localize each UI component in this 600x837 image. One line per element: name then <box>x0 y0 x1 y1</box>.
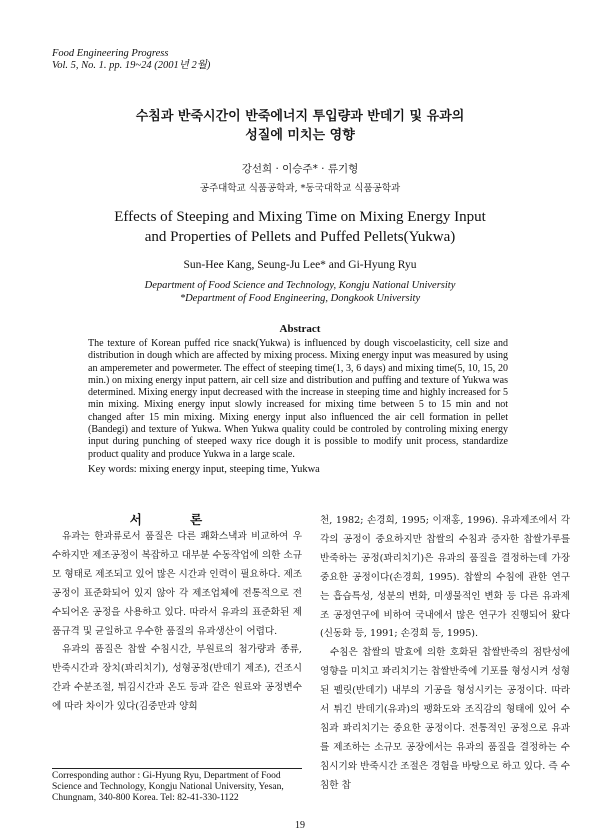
korean-authors: 강선희 · 이승주* · 류기형 <box>241 163 359 175</box>
journal-header <box>52 48 210 72</box>
korean-title <box>0 107 600 145</box>
journal-volume: Vol. 5, No. 1. pp. 19~24 (2001년 2월) <box>52 60 211 71</box>
korean-title-line2: 성질에 미치는 영향 <box>245 128 355 143</box>
abstract-heading: Abstract <box>279 323 321 335</box>
english-title <box>0 207 600 247</box>
intro-paragraph-1: 유과는 한과류로서 품질은 다른 쾌화스낵과 비교하여 우수하지만 제조공정이 복잡하고 대부분 수동작업에 의한 소규모 형태로 제조되고 있어 많은 시간과 인력이 필요하다. 제조공정이 표준화되어 있지 않아 각 제조업체에 전통적으로 전수되어온 공정을 사용하고 있다. 따라서 유과의 표준화된 제품규격 및 균일하고 우수한 품질의 유과생산이 어렵다. <box>52 531 302 637</box>
intro-paragraph-3: 천, 1982; 손경희, 1995; 이재홍, 1996). 유과제조에서 각각의 공정이 중요하지만 찹쌀의 수침과 증자한 찹쌀가루를 반죽하는 공정(꽈리치기)은 유과의 품질을 결정하는데 가장 중요한 공정이다(손경희, 1995). 찹쌀의 수침에 관한 연구는 흡습특성, 성분의 변화, 미생물적인 변화 등 다른 유과제조 공정연구에 비하여 국내에서 많은 연구가 진행되어 왔다(신동화 등, 1991; 손경희 등, 1995). <box>320 515 570 640</box>
left-column <box>52 528 302 717</box>
keywords: Key words: mixing energy input, steeping time, Yukwa <box>88 464 320 475</box>
english-affiliation <box>0 279 600 305</box>
right-column <box>320 512 570 796</box>
section-heading-introduction: 서 론 <box>129 512 225 527</box>
abstract-text: The texture of Korean puffed rice snack(Yukwa) is influenced by dough viscoelasticity, cell size and distribution in dough which are affected by mixing process. Mixing energy input was measured by using an amperemeter and powermeter. The effect of steeping time(1, 3, 6 days) and mixing time(5, 10, 15, 20 min.) on mixing energy input pattern, air cell size and distribution and puffing and texture of Yukwa was determined. Mixing energy input decreased with the increase in steeping time and highly increased for 5 min mixing. Mixing energy input slowly increased for mixing time between 5 to 15 min and not changed after 15 min mixing. Mixing energy input also influenced the air cell formation in pellet (Bandegi) and texture of Yukwa. When Yukwa quality could be controled by controling mixing energy input during punching of steeped waxy rice dough it is possible to modify unit process, standardize product quality and produce Yukwa in a large scale. <box>88 338 508 460</box>
corresponding-author-footnote: Corresponding author : Gi-Hyung Ryu, Department of Food Science and Technology, Kongju National University, Yesan, Chungnam, 340-800 Korea. Tel: 82-41-330-1122 <box>52 771 284 804</box>
english-title-line2: and Properties of Pellets and Puffed Pellets(Yukwa) <box>144 229 456 245</box>
journal-name: Food Engineering Progress <box>52 48 169 59</box>
english-affiliation-2: *Department of Food Engineering, Dongkook University <box>179 293 421 304</box>
english-authors: Sun-Hee Kang, Seung-Ju Lee* and Gi-Hyung Ryu <box>183 259 417 271</box>
korean-affiliation: 공주대학교 식품공학과, *동국대학교 식품공학과 <box>199 183 401 194</box>
intro-paragraph-4: 수침은 찹쌀의 발효에 의한 호화된 찹쌀반죽의 점탄성에 영향을 미치고 꽈리치기는 찹쌀반죽에 기포를 형성시켜 성형된 펠릿(반데기) 내부의 기공을 형성시키는 공정이다. 따라서 튀긴 반데기(유과)의 팽화도와 조직감의 형태에 있어 수침과 꽈리치기는 중요한 공정이다. 전통적인 공정으로 유과를 제조하는 소규모 공장에서는 유과의 품질을 결정하는 수침시기와 반죽시간 조절은 경험을 바탕으로 하고 있다. 즉 수침한 찹 <box>320 647 570 791</box>
korean-title-line1: 수침과 반죽시간이 반죽에너지 투입량과 반데기 및 유과의 <box>135 109 465 124</box>
footnote-divider <box>52 768 302 769</box>
intro-paragraph-2: 유과의 품질은 찹쌀 수침시간, 부원료의 첨가량과 종류, 반죽시간과 장치(꽈리치기), 성형공정(반데기 제조), 건조시간과 수분조절, 튀김시간과 온도 등과 같은 원료와 공정변수에 따라 차이가 있다(김중만과 양희 <box>52 644 302 713</box>
english-title-line1: Effects of Steeping and Mixing Time on Mixing Energy Input <box>114 209 486 225</box>
english-affiliation-1: Department of Food Science and Technology, Kongju National University <box>144 280 456 291</box>
page-number: 19 <box>295 820 305 831</box>
